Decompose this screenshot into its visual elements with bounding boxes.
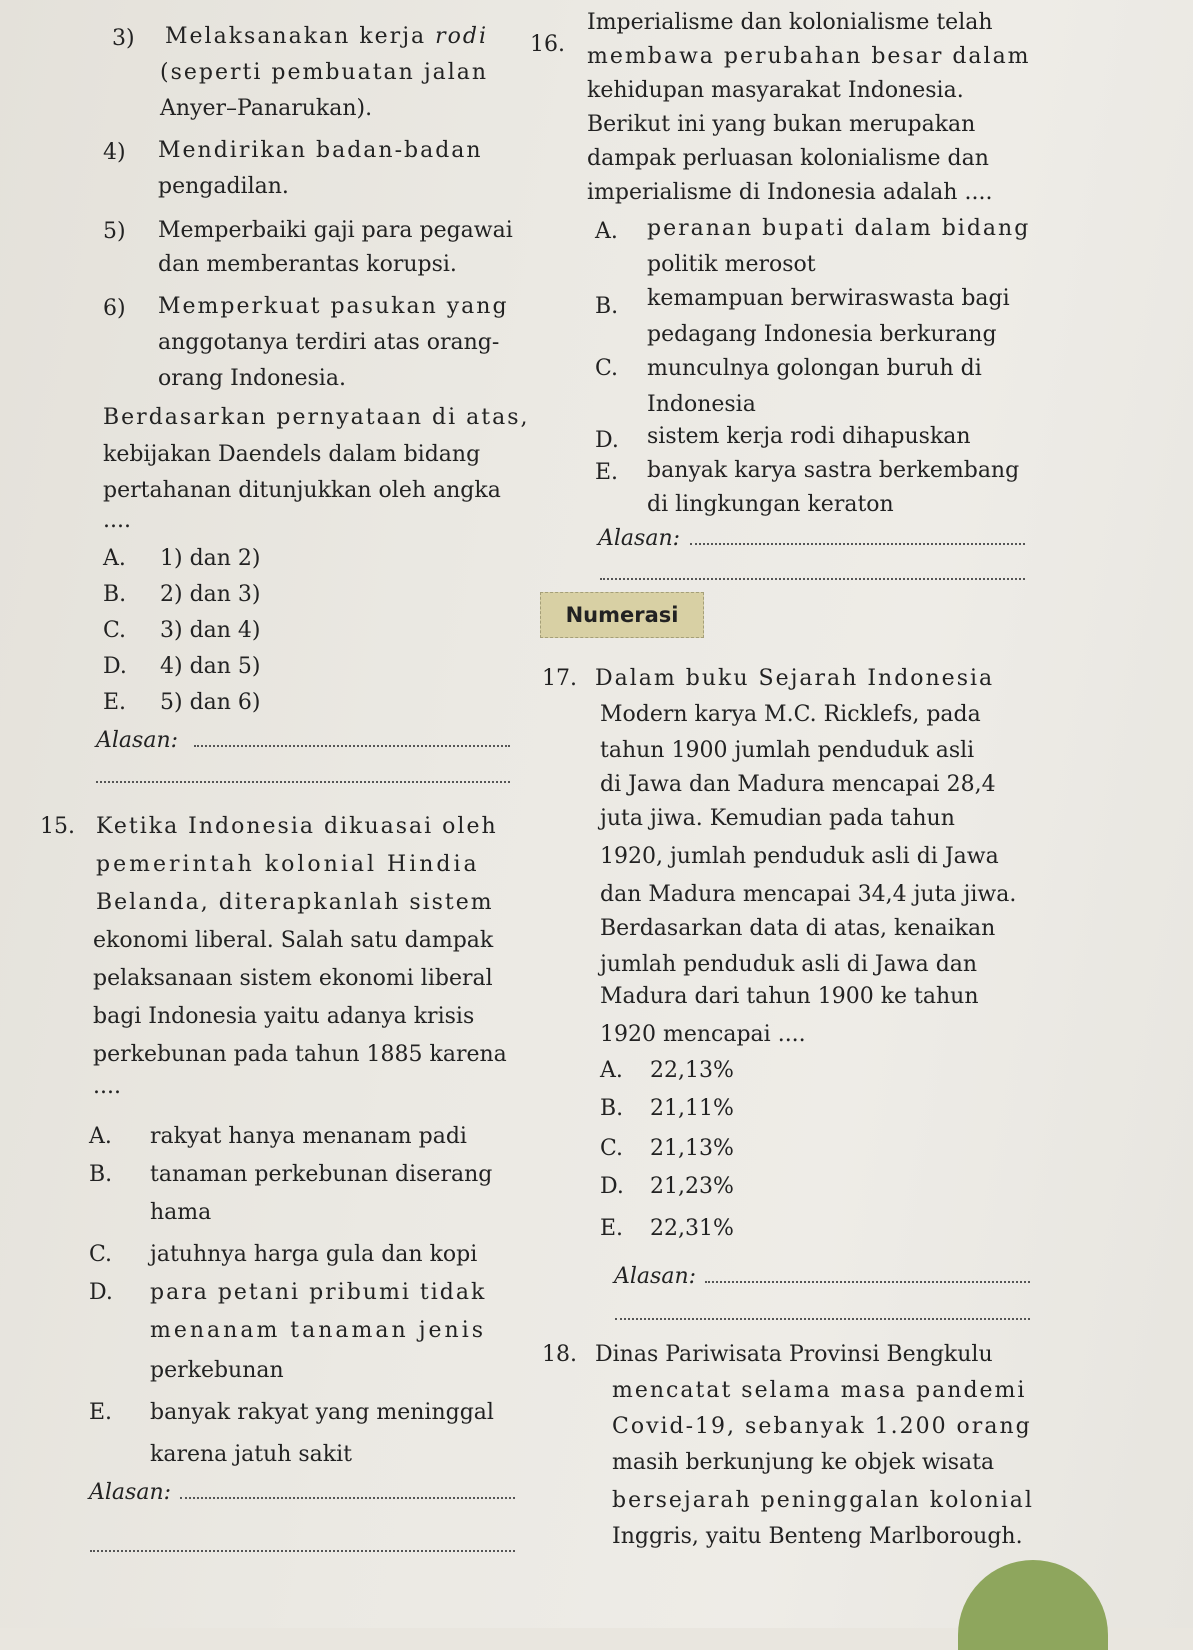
- question-number: 16.: [530, 32, 565, 57]
- statement-line: dan memberantas korupsi.: [158, 252, 457, 277]
- question-stem-line: tahun 1900 jumlah penduduk asli: [600, 738, 975, 763]
- option-text: Indonesia: [647, 392, 756, 417]
- option-text: 21,11%: [650, 1096, 734, 1121]
- option-letter: B.: [103, 582, 127, 607]
- alasan-label: Alasan:: [598, 526, 681, 551]
- option-text: politik merosot: [647, 252, 816, 277]
- option-letter: B.: [595, 294, 619, 319]
- statement-line: pengadilan.: [158, 174, 289, 199]
- option-letter: A.: [600, 1058, 623, 1083]
- question-number: 17.: [542, 666, 577, 691]
- option-letter: D.: [103, 654, 127, 679]
- option-text: para petani pribumi tidak: [150, 1280, 487, 1305]
- question-stem-line: kehidupan masyarakat Indonesia.: [587, 78, 964, 103]
- alasan-answer-line[interactable]: [194, 745, 510, 747]
- option-text: sistem kerja rodi dihapuskan: [647, 424, 971, 449]
- statement-line: Melaksanakan kerja rodi: [165, 24, 489, 49]
- question-stem-line: Dalam buku Sejarah Indonesia: [595, 666, 995, 691]
- question-stem-line: Berikut ini yang bukan merupakan: [587, 112, 976, 137]
- option-letter: E.: [600, 1216, 624, 1241]
- section-label-numerasi: Numerasi: [540, 592, 704, 638]
- question-stem-line: juta jiwa. Kemudian pada tahun: [600, 806, 955, 831]
- statement-line: Memperkuat pasukan yang: [158, 294, 509, 319]
- question-stem-line: Imperialisme dan kolonialisme telah: [587, 10, 993, 35]
- question-stem-line: Belanda, diterapkanlah sistem: [96, 890, 494, 915]
- option-text: 2) dan 3): [160, 582, 261, 607]
- question-stem-line: masih berkunjung ke objek wisata: [612, 1450, 995, 1475]
- question-stem-line: jumlah penduduk asli di Jawa dan: [600, 952, 978, 977]
- option-letter: D.: [600, 1174, 624, 1199]
- decorative-leaf-shape: [958, 1560, 1108, 1650]
- option-letter: C.: [103, 618, 127, 643]
- item-number: 6): [103, 296, 126, 321]
- option-letter: E.: [103, 690, 127, 715]
- question-stem-line: kebijakan Daendels dalam bidang: [103, 442, 481, 467]
- question-stem-line: Modern karya M.C. Ricklefs, pada: [600, 702, 981, 727]
- option-text: 3) dan 4): [160, 618, 261, 643]
- question-stem-line: pelaksanaan sistem ekonomi liberal: [93, 966, 493, 991]
- question-stem-line: bagi Indonesia yaitu adanya krisis: [93, 1004, 475, 1029]
- option-letter: A.: [89, 1124, 112, 1149]
- question-stem-line: Madura dari tahun 1900 ke tahun: [600, 984, 979, 1009]
- alasan-label: Alasan:: [96, 728, 179, 753]
- option-text: hama: [150, 1200, 212, 1225]
- alasan-answer-line[interactable]: [600, 578, 1025, 580]
- option-letter: B.: [600, 1096, 624, 1121]
- question-stem-line: pertahanan ditunjukkan oleh angka: [103, 478, 501, 503]
- option-letter: E.: [89, 1400, 113, 1425]
- question-number: 15.: [40, 814, 75, 839]
- option-text: di lingkungan keraton: [647, 492, 894, 517]
- question-number: 18.: [542, 1342, 577, 1367]
- option-text: perkebunan: [150, 1358, 284, 1383]
- question-stem-line: Covid-19, sebanyak 1.200 orang: [612, 1414, 1032, 1439]
- question-stem-line: imperialisme di Indonesia adalah ....: [587, 180, 993, 205]
- option-text: pedagang Indonesia berkurang: [647, 322, 997, 347]
- question-stem-line: dan Madura mencapai 34,4 juta jiwa.: [600, 882, 1017, 907]
- question-stem-line: mencatat selama masa pandemi: [612, 1378, 1027, 1403]
- question-stem-line: 1920, jumlah penduduk asli di Jawa: [600, 844, 999, 869]
- option-letter: C.: [600, 1136, 624, 1161]
- statement-line: (seperti pembuatan jalan: [160, 60, 489, 85]
- alasan-label: Alasan:: [614, 1264, 697, 1289]
- option-letter: A.: [103, 546, 126, 571]
- question-stem-line: Ketika Indonesia dikuasai oleh: [96, 814, 498, 839]
- option-text: banyak karya sastra berkembang: [647, 458, 1020, 483]
- alasan-label: Alasan:: [89, 1480, 172, 1505]
- option-text: 5) dan 6): [160, 690, 261, 715]
- option-letter: D.: [595, 428, 619, 453]
- option-letter: D.: [89, 1280, 113, 1305]
- statement-line: Memperbaiki gaji para pegawai: [158, 218, 513, 243]
- option-text: 21,23%: [650, 1174, 734, 1199]
- statement-line: orang Indonesia.: [158, 366, 346, 391]
- statement-line: Mendirikan badan-badan: [158, 138, 483, 163]
- question-stem-line: pemerintah kolonial Hindia: [96, 852, 480, 877]
- option-text: 22,31%: [650, 1216, 734, 1241]
- question-stem-line: Dinas Pariwisata Provinsi Bengkulu: [595, 1342, 993, 1367]
- alasan-answer-line[interactable]: [180, 1497, 515, 1499]
- question-stem-line: bersejarah peninggalan kolonial: [612, 1488, 1034, 1513]
- option-text: tanaman perkebunan diserang: [150, 1162, 493, 1187]
- alasan-answer-line[interactable]: [90, 1550, 515, 1552]
- option-text: rakyat hanya menanam padi: [150, 1124, 467, 1149]
- option-text: 4) dan 5): [160, 654, 261, 679]
- option-letter: C.: [89, 1242, 113, 1267]
- option-text: banyak rakyat yang meninggal: [150, 1400, 494, 1425]
- alasan-answer-line[interactable]: [690, 543, 1025, 545]
- item-number: 5): [103, 219, 126, 244]
- alasan-answer-line[interactable]: [96, 781, 510, 783]
- option-text: menanam tanaman jenis: [150, 1318, 487, 1343]
- question-stem-line: perkebunan pada tahun 1885 karena: [93, 1042, 507, 1067]
- statement-line: Anyer–Panarukan).: [160, 96, 373, 121]
- item-number: 3): [112, 26, 135, 51]
- option-letter: B.: [89, 1162, 113, 1187]
- alasan-answer-line[interactable]: [705, 1281, 1030, 1283]
- question-stem-line: ....: [93, 1074, 121, 1099]
- question-stem-line: membawa perubahan besar dalam: [587, 44, 1031, 69]
- option-text: 22,13%: [650, 1058, 734, 1083]
- question-stem-line: ekonomi liberal. Salah satu dampak: [93, 928, 494, 953]
- option-text: munculnya golongan buruh di: [647, 356, 982, 381]
- question-stem-line: Inggris, yaitu Benteng Marlborough.: [612, 1524, 1023, 1549]
- option-letter: E.: [595, 460, 619, 485]
- question-stem-line: Berdasarkan data di atas, kenaikan: [600, 916, 996, 941]
- option-letter: C.: [595, 356, 619, 381]
- option-text: karena jatuh sakit: [150, 1442, 352, 1467]
- alasan-answer-line[interactable]: [615, 1318, 1030, 1320]
- option-text: 1) dan 2): [160, 546, 261, 571]
- option-text: kemampuan berwiraswasta bagi: [647, 286, 1010, 311]
- question-stem-line: dampak perluasan kolonialisme dan: [587, 146, 989, 171]
- question-stem-line: di Jawa dan Madura mencapai 28,4: [600, 772, 996, 797]
- option-text: peranan bupati dalam bidang: [647, 216, 1031, 241]
- question-stem-line: ....: [103, 508, 131, 533]
- option-text: jatuhnya harga gula dan kopi: [150, 1242, 478, 1267]
- option-text: 21,13%: [650, 1136, 734, 1161]
- item-number: 4): [103, 140, 126, 165]
- question-stem-line: 1920 mencapai ....: [600, 1022, 806, 1047]
- question-stem-line: Berdasarkan pernyataan di atas,: [103, 405, 530, 430]
- statement-line: anggotanya terdiri atas orang-: [158, 330, 500, 355]
- option-letter: A.: [595, 219, 618, 244]
